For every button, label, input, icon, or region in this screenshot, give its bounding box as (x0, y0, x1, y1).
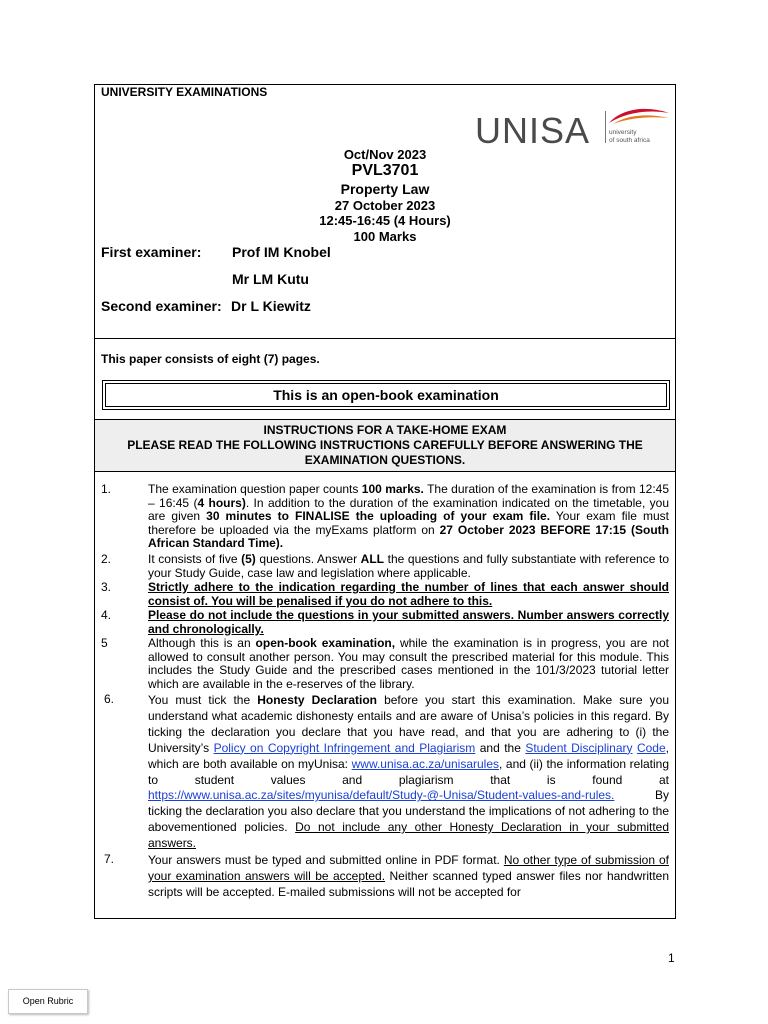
item-number: 2. (101, 552, 112, 566)
item-number: 7. (104, 852, 115, 866)
instructions-list (95, 483, 675, 903)
item-text: You must tick the Honesty Declaration before you start this examination. Make sure you understand what academic dishonesty entails and are aware of Unisa’s policies in this regard. By ticking the declaration you declare that you have read, and that you are adhering to (i) the University’s Policy on Copyright Infringement and Plagiarism and the Student Disciplinary Code, which are both available on myUnisa: www.unisa.ac.za/unisarules, and (ii) the information relating to student values and plagiarism that is found at https://www.unisa.ac.za/sites/myunisa/default/Study-@-Unisa/Student-values-and-rules. By ticking the declaration you also declare that you understand the implications of not adhering to the abovementioned policies. Do not include any other Honesty Declaration in your submitted answers. (148, 693, 670, 851)
module-code: PVL3701 (351, 162, 419, 179)
first-examiner-label: First examiner: (101, 244, 202, 260)
exam-date: 27 October 2023 (334, 198, 436, 213)
disciplinary-code-link[interactable]: Student Disciplinary (525, 740, 633, 755)
second-examiner-label: Second examiner: (101, 298, 222, 314)
logo-sub-line-2: of south africa (609, 136, 650, 144)
unisarules-link[interactable]: www.unisa.ac.za/unisarules (351, 756, 500, 771)
pages-section (95, 339, 675, 420)
exam-session: Oct/Nov 2023 (343, 147, 427, 162)
logo-swoosh-icon (607, 105, 671, 125)
item-text: Your answers must be typed and submitted online in PDF format. No other type of submission of your examination answers will be accepted. Neither scanned typed answer files nor handwritten scripts will be accepted. E-mailed submissions will not be accepted for (148, 853, 669, 899)
page-count-note: This paper consists of eight (7) pages. (101, 352, 320, 366)
item-text: It consists of five (5) questions. Answer ALL the questions and fully substantiate with reference to your Study Guide, case law and legislation where applicable. (148, 552, 669, 580)
instructions-heading-line-2: PLEASE READ THE FOLLOWING INSTRUCTIONS CAREFULLY BEFORE ANSWERING THE (127, 438, 643, 452)
instructions-heading-line-3: EXAMINATION QUESTIONS. (304, 453, 466, 467)
exam-time: 12:45-16:45 (4 Hours) (319, 213, 451, 228)
item-text: Although this is an open-book examination, while the examination is in progress, you are not allowed to consult another person. You may consult the prescribed material for this module. This includes the Study Guide and the prescribed cases mentioned in the 101/3/2023 tutorial letter which are available in the e-reserves of the library. (148, 636, 669, 691)
item-text: Strictly adhere to the indication regarding the number of lines that each answer should consist of. You will be penalised if you do not adhere to this. (148, 580, 669, 608)
logo-subtitle (609, 129, 650, 144)
student-values-link[interactable]: https://www.unisa.ac.za/sites/myunisa/default/Study-@-Unisa/Student-values-and-rules. (148, 788, 615, 803)
open-book-text: This is an open-book examination (105, 383, 667, 407)
item-number: 3. (101, 580, 112, 594)
instructions-heading (95, 420, 675, 472)
open-book-banner (102, 380, 670, 410)
open-rubric-button[interactable]: Open Rubric (8, 989, 88, 1014)
exam-header-section (95, 85, 675, 339)
item-text: Please do not include the questions in your submitted answers. Number answers correctly and chronologically. (148, 608, 669, 636)
item-number: 5 (101, 636, 108, 650)
item-number: 4. (101, 608, 112, 622)
logo-sub-line-1: university (609, 129, 637, 136)
item-number: 6. (104, 692, 115, 706)
page-number: 1 (668, 951, 675, 965)
logo-divider (605, 111, 606, 143)
disciplinary-code-link-2[interactable]: Code (636, 740, 666, 755)
module-name: Property Law (340, 181, 430, 197)
university-examinations-label: UNIVERSITY EXAMINATIONS (101, 85, 268, 99)
first-examiner-name-2: Mr LM Kutu (232, 271, 309, 287)
copyright-policy-link[interactable]: Policy on Copyright Infringement and Plagiarism (213, 740, 476, 755)
exam-cover-frame (94, 84, 676, 919)
unisa-logo (475, 105, 671, 151)
item-text: The examination question paper counts 100 marks. The duration of the examination is from 12:45 – 16:45 (4 hours). In addition to the duration of the examination indicated on the timetable, you are given 30 minutes to FINALISE the uploading of your exam file. Your exam file must therefore be uploaded via the myExams platform on 27 October 2023 BEFORE 17:15 (South African Standard Time). (148, 483, 669, 551)
exam-marks: 100 Marks (353, 229, 417, 244)
instructions-heading-line-1: INSTRUCTIONS FOR A TAKE-HOME EXAM (263, 423, 507, 437)
item-number: 1. (101, 483, 112, 496)
logo-wordmark: UNISA (475, 110, 591, 151)
first-examiner-name-1: Prof IM Knobel (232, 244, 331, 260)
second-examiner-name: Dr L Kiewitz (231, 298, 311, 314)
